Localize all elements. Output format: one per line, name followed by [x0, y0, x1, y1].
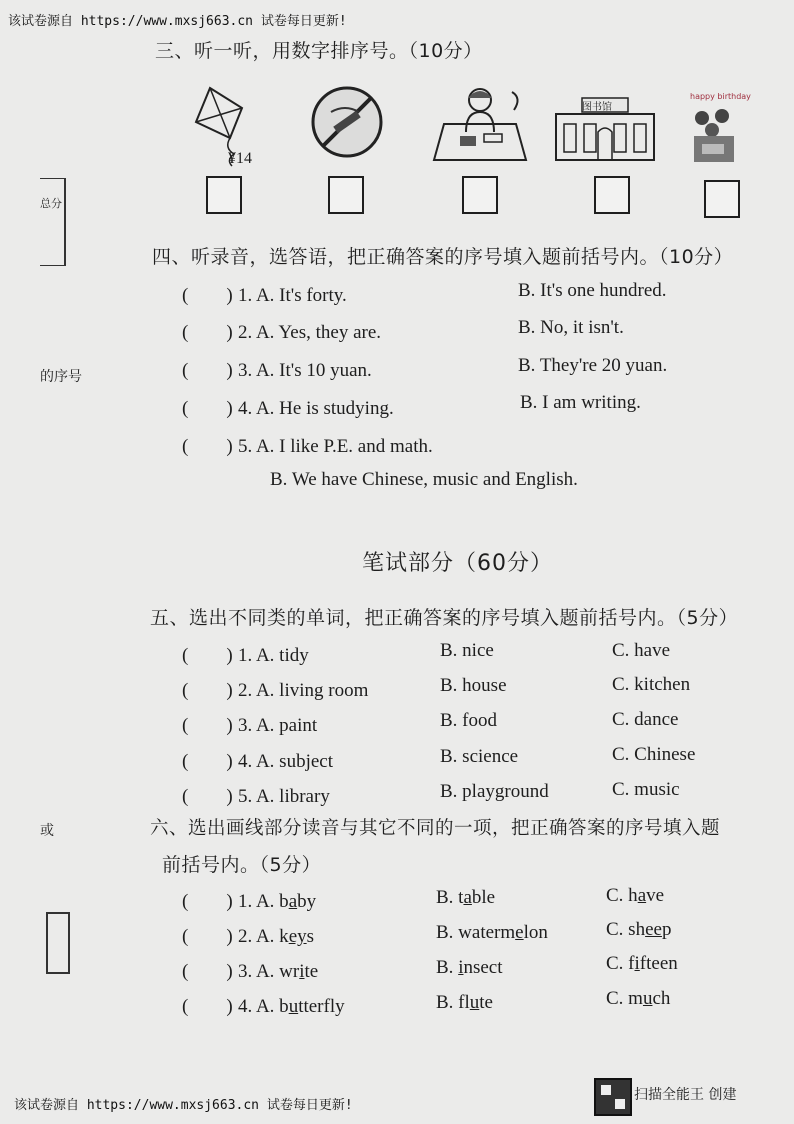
bottom-banner: 该试卷源自 https://www.mxsj663.cn 试卷每日更新! — [14, 1098, 353, 1113]
s4-row-3-option-b: B. They're 20 yuan. — [518, 355, 668, 376]
s6-row-1-option-b — [436, 887, 495, 909]
s5-row-2-option-c: C. kitchen — [612, 674, 691, 695]
option-c-suffix: ve — [646, 885, 665, 906]
s5-row-2 — [182, 675, 368, 702]
answer-blank[interactable]: ( ) — [182, 322, 233, 343]
s5-row-2-option-b: B. house — [440, 675, 507, 696]
birthday-sign: happy birthday — [690, 92, 751, 101]
option-b-prefix: B. fl — [436, 992, 470, 1013]
option-a: A. paint — [255, 715, 318, 736]
option-c-prefix: C. m — [606, 988, 643, 1009]
birthday-party-icon — [688, 100, 740, 166]
option-b-prefix: B. — [436, 957, 459, 978]
s5-row-5-option-c: C. music — [612, 779, 680, 800]
s4-row-3 — [182, 355, 372, 382]
option-b-underlined: e — [515, 922, 524, 943]
option-c-prefix: C. f — [606, 953, 635, 974]
top-banner: 该试卷源自 https://www.mxsj663.cn 试卷每日更新! — [8, 14, 347, 29]
s6-row-2-option-b — [436, 922, 548, 944]
option-a: A. It's 10 yuan. — [255, 360, 372, 381]
answer-blank[interactable]: ( ) — [182, 285, 233, 306]
option-b-prefix: B. t — [436, 887, 464, 908]
answer-blank[interactable]: ( ) — [182, 645, 233, 666]
order-box-5[interactable] — [704, 180, 740, 218]
margin-seq-label: 的序号 — [40, 369, 82, 385]
option-a: A. He is studying. — [255, 398, 394, 419]
kite-price: ¥14 — [228, 150, 252, 167]
option-a-underlined: u — [288, 996, 299, 1017]
option-b-suffix: ble — [471, 887, 496, 908]
option-c-suffix: fteen — [639, 953, 678, 974]
option-b-underlined: a — [463, 887, 472, 908]
s5-row-4 — [182, 746, 333, 773]
s4-row-1 — [182, 280, 347, 307]
no-shooting-icon — [309, 84, 385, 160]
item-number: 3. — [238, 360, 253, 381]
s6-row-2 — [182, 921, 314, 948]
option-b-suffix: te — [479, 992, 493, 1013]
option-a: A. tidy — [255, 645, 309, 666]
section6-title-line2: 前括号内。（5分） — [162, 854, 322, 876]
item-number: 2. — [238, 926, 253, 947]
option-a-underlined: ey — [288, 926, 307, 947]
qr-code-icon — [594, 1078, 632, 1116]
option-a-suffix: by — [297, 891, 317, 912]
option-a: A. living room — [255, 680, 369, 701]
s6-row-4-option-c — [606, 988, 670, 1010]
s4-row-5 — [182, 431, 433, 458]
option-a-suffix: tterfly — [298, 996, 345, 1017]
order-box-4[interactable] — [594, 176, 630, 214]
option-a-suffix: te — [304, 961, 319, 982]
option-a: A. It's forty. — [255, 285, 347, 306]
answer-blank[interactable]: ( ) — [182, 398, 233, 419]
item-number: 4. — [238, 996, 253, 1017]
option-b-suffix: lon — [523, 922, 548, 943]
order-box-3[interactable] — [462, 176, 498, 214]
answer-blank[interactable]: ( ) — [182, 751, 233, 772]
order-box-1[interactable] — [206, 176, 242, 214]
girl-reading-icon — [430, 84, 530, 164]
option-a-prefix: A. wr — [255, 961, 300, 982]
answer-blank[interactable]: ( ) — [182, 926, 233, 947]
option-c-prefix: C. h — [606, 885, 638, 906]
answer-blank[interactable]: ( ) — [182, 680, 233, 701]
item-number: 3. — [238, 715, 253, 736]
answer-blank[interactable]: ( ) — [182, 715, 233, 736]
section4-title: 四、听录音，选答语，把正确答案的序号填入题前括号内。（10分） — [152, 246, 734, 268]
item-number: 5. — [238, 436, 253, 457]
s4-row-4 — [182, 393, 394, 420]
answer-blank[interactable]: ( ) — [182, 996, 233, 1017]
scan-app-credit: 扫描全能王 创建 — [634, 1087, 737, 1103]
answer-blank[interactable]: ( ) — [182, 891, 233, 912]
section3-title: 三、听一听，用数字排序号。（10分） — [155, 40, 483, 62]
s4-row-4-option-b: B. I am writing. — [520, 392, 641, 413]
option-c-suffix: p — [661, 919, 672, 940]
answer-blank[interactable]: ( ) — [182, 436, 233, 457]
item-number: 1. — [238, 891, 253, 912]
option-a-underlined: a — [288, 891, 298, 912]
option-c-underlined: u — [642, 988, 653, 1009]
s6-row-3-option-c — [606, 953, 678, 975]
option-a: A. Yes, they are. — [255, 322, 382, 343]
option-b-underlined: u — [469, 992, 480, 1013]
s6-row-4 — [182, 991, 345, 1018]
section6-title-line1: 六、选出画线部分读音与其它不同的一项，把正确答案的序号填入题 — [150, 818, 721, 839]
item-number: 5. — [238, 786, 253, 807]
section5-title: 五、选出不同类的单词，把正确答案的序号填入题前括号内。（5分） — [150, 607, 739, 629]
s5-row-5-option-b: B. playground — [440, 781, 549, 802]
option-a-prefix: A. b — [255, 891, 289, 912]
s5-row-3 — [182, 710, 317, 737]
s6-row-4-option-b — [436, 992, 493, 1014]
s5-row-5 — [182, 781, 330, 808]
s6-row-3 — [182, 956, 318, 983]
margin-score-label: 总分 — [40, 197, 62, 210]
option-a: A. library — [255, 786, 330, 807]
answer-blank[interactable]: ( ) — [182, 786, 233, 807]
s6-row-1-option-c — [606, 885, 664, 907]
margin-box — [46, 912, 70, 974]
option-a-prefix: A. b — [255, 996, 289, 1017]
option-b-prefix: B. waterm — [436, 922, 516, 943]
s5-row-4-option-b: B. science — [440, 746, 519, 767]
option-c-underlined: a — [637, 885, 647, 906]
s5-row-3-option-b: B. food — [440, 710, 497, 731]
s4-row-2 — [182, 317, 381, 344]
option-a: A. subject — [255, 751, 333, 772]
s6-row-3-option-b — [436, 957, 503, 979]
item-number: 3. — [238, 961, 253, 982]
item-number: 1. — [238, 285, 253, 306]
s5-row-4-option-c: C. Chinese — [612, 744, 696, 765]
item-number: 1. — [238, 645, 253, 666]
margin-or-label: 或 — [40, 823, 54, 839]
option-c-underlined: i — [634, 953, 640, 974]
item-number: 4. — [238, 398, 253, 419]
option-c-underlined: ee — [645, 919, 662, 940]
option-b-suffix: nsect — [463, 957, 503, 978]
option-c-suffix: ch — [652, 988, 671, 1009]
library-sign: 图书馆 — [582, 102, 612, 113]
s6-row-2-option-c — [606, 919, 671, 941]
option-a-underlined: i — [299, 961, 305, 982]
s5-row-1-option-c: C. have — [612, 640, 671, 661]
written-part-title: 笔试部分（60分） — [362, 551, 553, 576]
s5-row-1-option-b: B. nice — [440, 640, 494, 661]
option-a-suffix: s — [306, 926, 315, 947]
item-number: 2. — [238, 680, 253, 701]
s5-row-1 — [182, 640, 309, 667]
option-a-prefix: A. k — [255, 926, 289, 947]
order-box-2[interactable] — [328, 176, 364, 214]
score-box-frame — [40, 178, 66, 266]
option-b-underlined: i — [458, 957, 464, 978]
s4-row-1-option-b: B. It's one hundred. — [518, 280, 667, 301]
item-number: 4. — [238, 751, 253, 772]
option-c-prefix: C. sh — [606, 919, 646, 940]
s4-row-5-option-b: B. We have Chinese, music and English. — [270, 469, 578, 490]
s5-row-3-option-c: C. dance — [612, 709, 679, 730]
answer-blank[interactable]: ( ) — [182, 961, 233, 982]
s4-row-2-option-b: B. No, it isn't. — [518, 317, 624, 338]
answer-blank[interactable]: ( ) — [182, 360, 233, 381]
item-number: 2. — [238, 322, 253, 343]
option-a: A. I like P.E. and math. — [255, 436, 433, 457]
s6-row-1 — [182, 886, 316, 913]
